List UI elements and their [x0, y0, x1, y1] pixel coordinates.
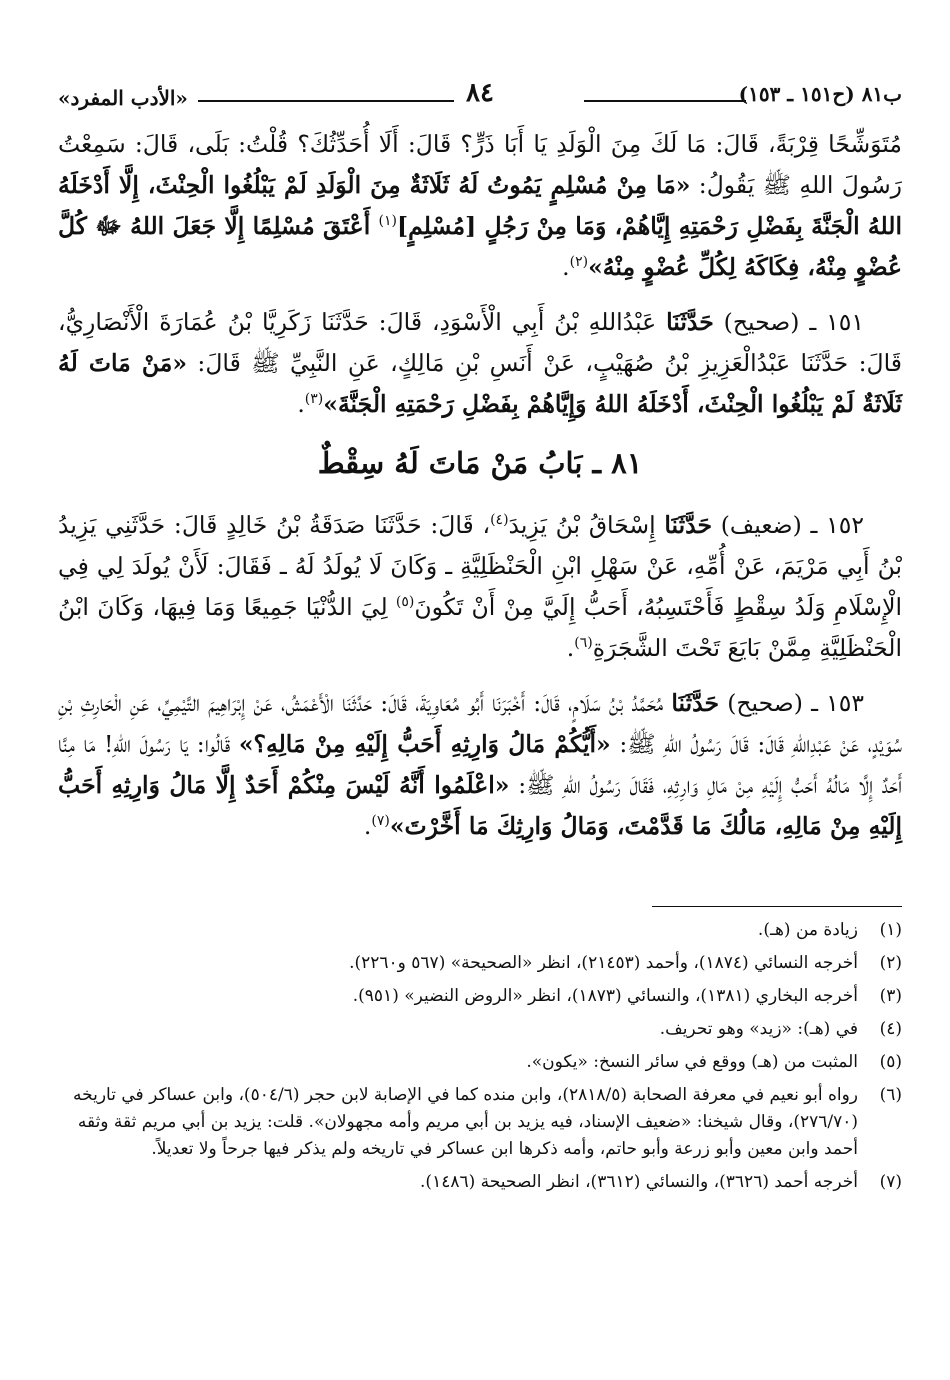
hadith-number: ١٥٣ ـ (صحيح): [719, 689, 865, 717]
page-number: ٨٤: [466, 78, 494, 108]
footnote-divider: [652, 906, 902, 907]
footnote-item: [58, 1049, 902, 1076]
running-header: [58, 70, 902, 110]
text-segment: مُتَوَشِّحًا قِرْبَةً، قَالَ: مَا لَكَ مِنَ الْوَلَدِ يَا أَبَا ذَرٍّ؟ قَالَ: أَلَا أُحَدِّثُكَ؟ قُلْتُ: بَلَى، قَالَ: سَمِعْتُ رَسُولَ اللهِ ﷺ يَقُولُ:: [58, 130, 903, 199]
hadith-number: ١٥٢ ـ (ضعيف): [712, 511, 865, 539]
prophetic-quote: «مَنْ مَاتَ لَهُ ثَلَاثَةٌ لَمْ يَبْلُغُوا الْحِنْثَ، أَدْخَلَهُ اللهُ وَإِيَّاهُمْ بِفَضْلِ رَحْمَتِهِ الْجَنَّةَ»: [58, 349, 902, 418]
text-segment: ، قَالَ: حَدَّثَنَا صَدَقَةُ بْنُ خَالِدٍ قَالَ: حَدَّثَنِي يَزِيدُ بْنُ أَبِي مَرْيَمَ، عَنْ أُمِّهِ، عَنْ سَهْلِ ابْنِ الْحَنْظَلِيَّةِ ـ وَكَانَ لَا يُولَدُ لَهُ ـ فَقَالَ: لَأَنْ يُولَدَ لِي فِي الْإِسْلَامِ وَلَدُ سِقْطٍ فَأَحْتَسِبُهُ، أَحَبُّ إِلَيَّ مِنْ أَنْ تَكُونَ: [58, 511, 902, 621]
footnote-item: [58, 950, 902, 977]
footnote-ref-1[interactable]: (١): [378, 213, 397, 230]
hadith-150-continuation: [58, 124, 902, 288]
footnote-text: في (هـ): «زيد» وهو تحريف.: [659, 1019, 858, 1039]
prophetic-quote: «مَا مِنْ مُسْلِمٍ يَمُوتُ لَهُ ثَلَاثَةٌ مِنَ الْوَلَدِ لَمْ يَبْلُغُوا الْحِنْثَ، إِلَّا أَدْخَلَهُ اللهُ الْجَنَّةَ بِفَضْلِ رَحْمَتِهِ إِيَّاهُمْ، وَمَا مِنْ رَجُلٍ [مُسْلِمٍ]: [58, 171, 902, 240]
text-segment: عَبْدُاللهِ بْنُ أَبِي الْأَسْوَدِ، قَالَ: حَدَّثَنَا زَكَرِيَّا بْنُ عُمَارَةَ الْأَنْصَارِيُّ، قَالَ: حَدَّثَنَا عَبْدُالْعَزِيزِ بْنُ صُهَيْبٍ، عَنْ أَنَسِ بْنِ مَالِكٍ، عَنِ النَّبِيِّ ﷺ قَالَ:: [58, 308, 902, 377]
footnote-text: أخرجه النسائي (١٨٧٤)، وأحمد (٢١٤٥٣)، انظر «الصحيحة» (٥٦٧ و٢٢٦٠).: [349, 953, 858, 973]
footnote-item: [58, 917, 902, 944]
narration-lead: حَدَّثَنَا: [671, 689, 720, 717]
footnote-text: المثبت من (هـ) ووقع في سائر النسخ: «يكون».: [526, 1052, 858, 1072]
footnote-number: (٥): [879, 1052, 902, 1072]
footnote-item: [58, 983, 902, 1010]
hadith-152: [58, 505, 902, 669]
prophetic-quote: «أَيُّكُمْ مَالُ وَارِثِهِ أَحَبُّ إِلَيْهِ مِنْ مَالِهِ؟»: [238, 730, 611, 758]
footnote-item: [58, 1016, 902, 1043]
footnote-item: [58, 1169, 902, 1196]
hadith-151: [58, 302, 902, 425]
text-segment: قَالُوا: يَا رَسُولَ اللهِ! مَا مِنَّا أَحَدٌ إِلَّا مَالُهُ أَحَبُّ إِلَيْهِ مِنْ مَالِ وَارِثِهِ، فَقَالَ رَسُولُ اللهِ ﷺ:: [58, 730, 902, 799]
footnote-number: (٧): [879, 1172, 902, 1192]
footnote-text: زيادة من (هـ).: [757, 920, 858, 940]
footnote-text: أخرجه أحمد (٣٦٢٦)، والنسائي (٣٦١٢)، انظر الصحيحة (١٤٨٦).: [420, 1172, 858, 1192]
footnote-text: رواه أبو نعيم في معرفة الصحابة (٢٨١٨/٥)، وابن منده كما في الإصابة لابن حجر (٥٠٤/٦)، وابن عساكر في تاريخه (٢٧٦/٧٠)، وقال شيخنا: «ضعيف الإسناد، فيه يزيد بن أبي مريم وأمه مجهولان». قلت: يزيد بن أبي مريم ثقة وثقه أحمد وابن معين وأبو زرعة وأبو حاتم، وأمه ذكرها ابن عساكر في تاريخه ولم يذكر فيها جرحاً ولا تعديلاً.: [73, 1085, 858, 1159]
narration-lead: حَدَّثَنَا: [664, 511, 712, 539]
footnote-ref-4[interactable]: (٤): [490, 512, 509, 529]
footnote-ref-6[interactable]: (٦): [574, 635, 593, 652]
footnote-ref-7[interactable]: (٧): [371, 813, 390, 830]
footnote-ref-3[interactable]: (٣): [304, 391, 324, 408]
footnote-number: (٤): [879, 1019, 902, 1039]
hadith-number: ١٥١ ـ (صحيح): [713, 308, 864, 336]
footnote-ref-5[interactable]: (٥): [395, 594, 415, 611]
punctuation: .: [566, 634, 575, 662]
footnote-number: (٦): [879, 1085, 902, 1105]
header-chapter-range: ب٨١ (ح١٥١ ـ ١٥٣): [738, 82, 902, 106]
punctuation: .: [297, 390, 305, 418]
footnote-number: (٣): [879, 986, 902, 1006]
hadith-153: [58, 683, 902, 847]
footnote-text: أخرجه البخاري (١٣٨١)، والنسائي (١٨٧٣)، انظر «الروض النضير» (٩٥١).: [352, 986, 858, 1006]
text-segment: إِسْحَاقُ بْنُ يَزِيدَ: [508, 511, 665, 539]
footnotes: [58, 906, 902, 1202]
text-segment: لِيَ الدُّنْيَا جَمِيعًا وَمَا فِيهَا، وَكَانَ ابْنُ الْحَنْظَلِيَّةِ مِمَّنْ بَايَعَ تَحْتَ الشَّجَرَةِ: [58, 593, 902, 662]
header-rule-left: [198, 100, 454, 102]
chapter-heading: ٨١ ـ بَابُ مَنْ مَاتَ لَهُ سِقْطٌ: [317, 446, 643, 480]
footnote-ref-2[interactable]: (٢): [569, 254, 589, 271]
punctuation: .: [562, 253, 570, 281]
footnote-item: [58, 1082, 902, 1163]
prophetic-quote: «اعْلَمُوا أَنَّهُ لَيْسَ مِنْكُمْ أَحَدٌ إِلَّا مَالُ وَارِثِهِ أَحَبُّ إِلَيْهِ مِنْ مَالِهِ، مَالُكَ مَا قَدَّمْتَ، وَمَالُ وَارِثِكَ مَا أَخَّرْتَ»: [58, 771, 902, 840]
footnote-number: (١): [879, 920, 902, 940]
punctuation: .: [363, 812, 372, 840]
text-segment: مُحَمَّدُ بْنُ سَلَامٍ، قَالَ: أَخْبَرَنَا أَبُو مُعَاوِيَةَ، قَالَ: حَدَّثَنَا الْأَعْمَشُ، عَنْ إِبْرَاهِيمَ التَّيْمِيِّ، عَنِ الْحَارِثِ بْنِ سُوَيْدٍ، عَنْ عَبْدِاللهِ قَالَ: قَالَ رَسُولُ اللهِ ﷺ:: [58, 689, 903, 758]
header-book-title: «الأدب المفرد»: [58, 86, 188, 110]
prophetic-quote: أَعْتَقَ مُسْلِمًا إِلَّا جَعَلَ اللهُ ﷻ كُلَّ عُضْوٍ مِنْهُ، فِكَاكَهُ لِكُلِّ عُضْوٍ مِنْهُ»: [58, 212, 902, 281]
footnote-number: (٢): [879, 953, 902, 973]
narration-lead: حَدَّثَنَا: [666, 308, 714, 336]
main-text: [58, 124, 902, 861]
